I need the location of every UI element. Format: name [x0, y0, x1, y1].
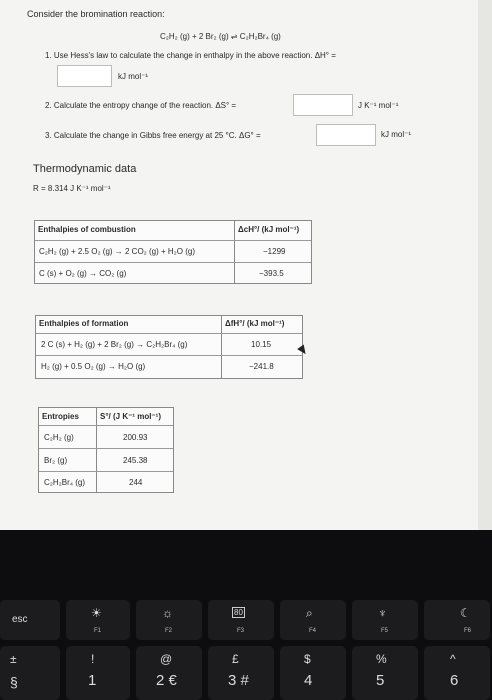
- entropies-header-left: Entropies: [42, 412, 79, 421]
- esc-label: esc: [12, 614, 28, 625]
- microphone-icon: ♆: [378, 606, 387, 620]
- brightness-up-icon: ☼: [162, 606, 173, 620]
- combustion-table: [34, 220, 312, 284]
- entropy-answer-input[interactable]: [293, 94, 353, 116]
- formation-row-value: 10.15: [251, 340, 272, 349]
- laptop-keyboard: [0, 530, 492, 700]
- key-1[interactable]: ! 1: [66, 646, 130, 700]
- formation-header-right: ΔfH°/ (kJ mol⁻¹): [225, 319, 285, 328]
- formation-header-left: Enthalpies of formation: [39, 319, 129, 328]
- gibbs-answer-input[interactable]: [316, 124, 376, 146]
- f5-key[interactable]: ♆ F5: [352, 600, 418, 640]
- gas-constant: R = 8.314 J K⁻¹ mol⁻¹: [33, 184, 111, 193]
- combustion-row-value: −1299: [263, 247, 286, 256]
- question-3-unit: kJ mol⁻¹: [381, 130, 411, 139]
- f3-key[interactable]: 80 F3: [208, 600, 274, 640]
- combustion-row-value: −393.5: [259, 269, 284, 278]
- formation-row-value: −241.8: [249, 362, 274, 371]
- screen-edge: [478, 0, 492, 530]
- entropy-value: 245.38: [123, 456, 148, 465]
- entropy-species: C₂H₂Br₄ (g): [44, 478, 86, 487]
- f2-key[interactable]: ☼ F2: [136, 600, 202, 640]
- esc-key[interactable]: [0, 600, 60, 640]
- reaction-equation: C₂H₂ (g) + 2 Br₂ (g) ⇌ C₂H₂Br₄ (g): [160, 32, 281, 41]
- key-4[interactable]: $ 4: [280, 646, 346, 700]
- key-2[interactable]: @ 2 €: [136, 646, 202, 700]
- problem-intro: Consider the bromination reaction:: [27, 9, 165, 19]
- question-2-text: 2. Calculate the entropy change of the reaction. ΔS° =: [45, 101, 237, 110]
- entropy-species: Br₂ (g): [44, 456, 68, 465]
- f4-key[interactable]: ⌕ F4: [280, 600, 346, 640]
- combustion-header-left: Enthalpies of combustion: [38, 225, 136, 234]
- question-1-text: 1. Use Hess's law to calculate the change in enthalpy in the above reaction. ΔH° =: [45, 51, 336, 60]
- question-1-unit: kJ mol⁻¹: [118, 72, 148, 81]
- combustion-row-eq: C₂H₂ (g) + 2.5 O₂ (g) → 2 CO₂ (g) + H₂O (g): [39, 247, 195, 256]
- key-5[interactable]: % 5: [352, 646, 418, 700]
- combustion-header-right: ΔcH°/ (kJ mol⁻¹): [238, 225, 300, 234]
- question-2-unit: J K⁻¹ mol⁻¹: [358, 101, 399, 110]
- mission-control-icon: 80: [234, 608, 243, 617]
- moon-icon: ☾: [460, 606, 471, 620]
- entropies-table: [38, 407, 174, 493]
- key-6[interactable]: ^ 6: [424, 646, 490, 700]
- search-icon: ⌕: [306, 606, 313, 620]
- entropies-header-right: S°/ (J K⁻¹ mol⁻¹): [100, 412, 161, 421]
- combustion-row-eq: C (s) + O₂ (g) → CO₂ (g): [39, 269, 127, 278]
- brightness-down-icon: ☀: [91, 606, 102, 620]
- section-key[interactable]: ± §: [0, 646, 60, 700]
- entropy-species: C₂H₂ (g): [44, 433, 74, 442]
- key-3[interactable]: £ 3 #: [208, 646, 274, 700]
- formation-row-eq: 2 C (s) + H₂ (g) + 2 Br₂ (g) → C₂H₂Br₄ (g): [41, 340, 188, 349]
- formation-table: [35, 315, 303, 379]
- entropy-value: 244: [129, 478, 143, 487]
- enthalpy-answer-input[interactable]: [57, 65, 112, 87]
- thermo-heading: Thermodynamic data: [33, 163, 137, 175]
- f6-key[interactable]: ☾ F6: [424, 600, 490, 640]
- formation-row-eq: H₂ (g) + 0.5 O₂ (g) → H₂O (g): [41, 362, 146, 371]
- f1-key[interactable]: ☀ F1: [66, 600, 130, 640]
- entropy-value: 200.93: [123, 433, 148, 442]
- question-3-text: 3. Calculate the change in Gibbs free energy at 25 °C. ΔG° =: [45, 131, 261, 140]
